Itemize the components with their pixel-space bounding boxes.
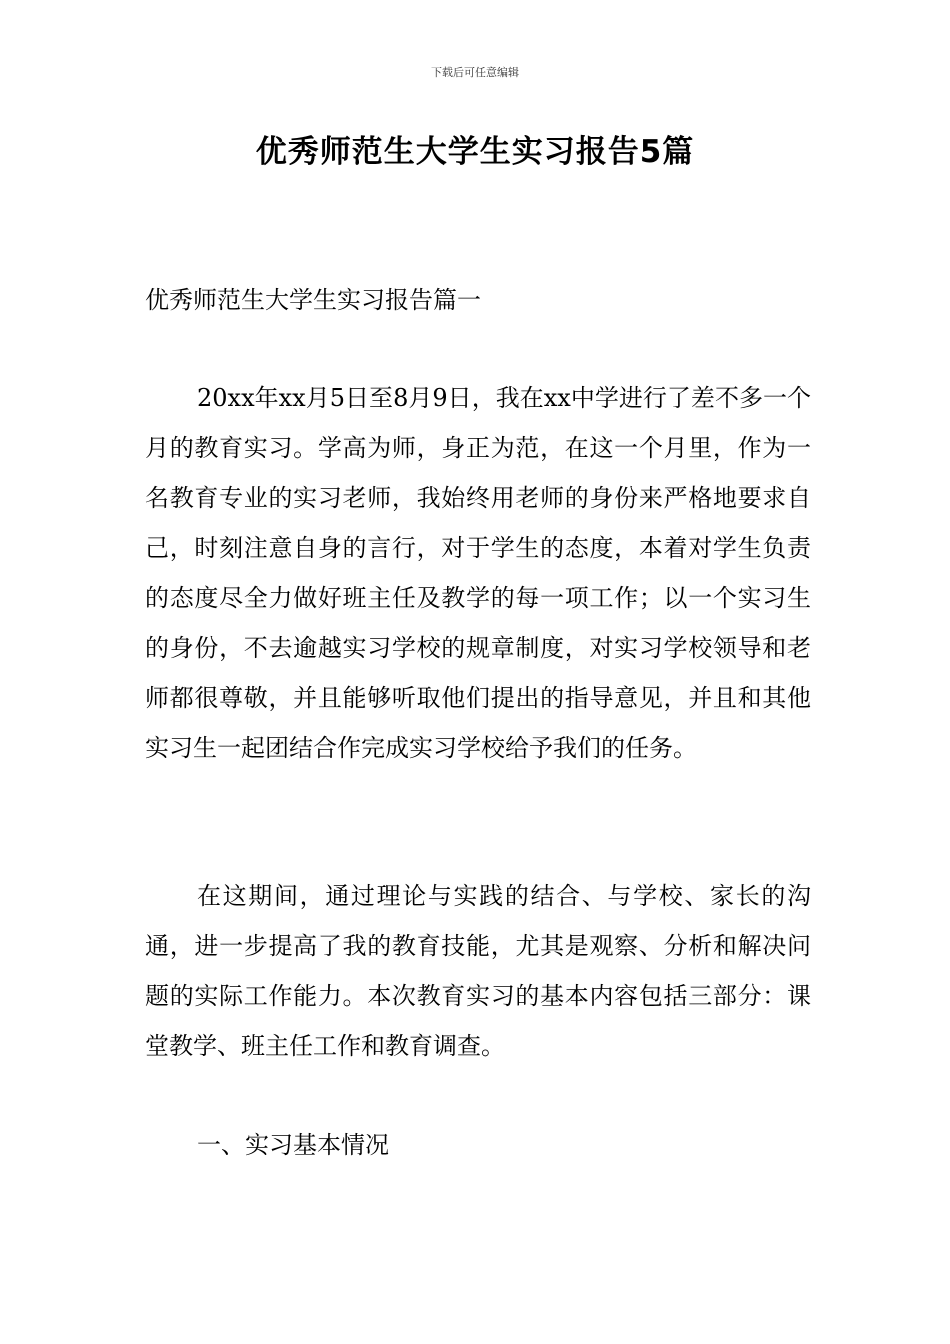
subheading-internship-overview: 一、实习基本情况 bbox=[197, 1131, 389, 1159]
paragraph-1: 20xx年xx月5日至8月9日，我在xx中学进行了差不多一个月的教育实习。学高为师，身正为范，在这一个月里，作为一名教育专业的实习老师，我始终用老师的身份来严格地要求自己，时刻注意自身的言行，对于学生的态度，本着对学生负责的态度尽全力做好班主任及教学的每一项工作；以一个实习生的身份，不去逾越实习学校的规章制度，对实习学校领导和老师都很尊敬，并且能够听取他们提出的指导意见，并且和其他实习生一起团结合作完成实习学校给予我们的任务。 bbox=[145, 384, 811, 762]
document-title: 优秀师范生大学生实习报告5篇 bbox=[255, 134, 695, 170]
paragraph-2: 在这期间，通过理论与实践的结合、与学校、家长的沟通，进一步提高了我的教育技能，尤其是观察、分析和解决问题的实际工作能力。本次教育实习的基本内容包括三部分：课堂教学、班主任工作和教育调查。 bbox=[145, 882, 811, 1060]
header-note: 下载后可任意编辑 bbox=[431, 66, 519, 79]
section-title: 优秀师范生大学生实习报告篇一 bbox=[145, 286, 481, 314]
